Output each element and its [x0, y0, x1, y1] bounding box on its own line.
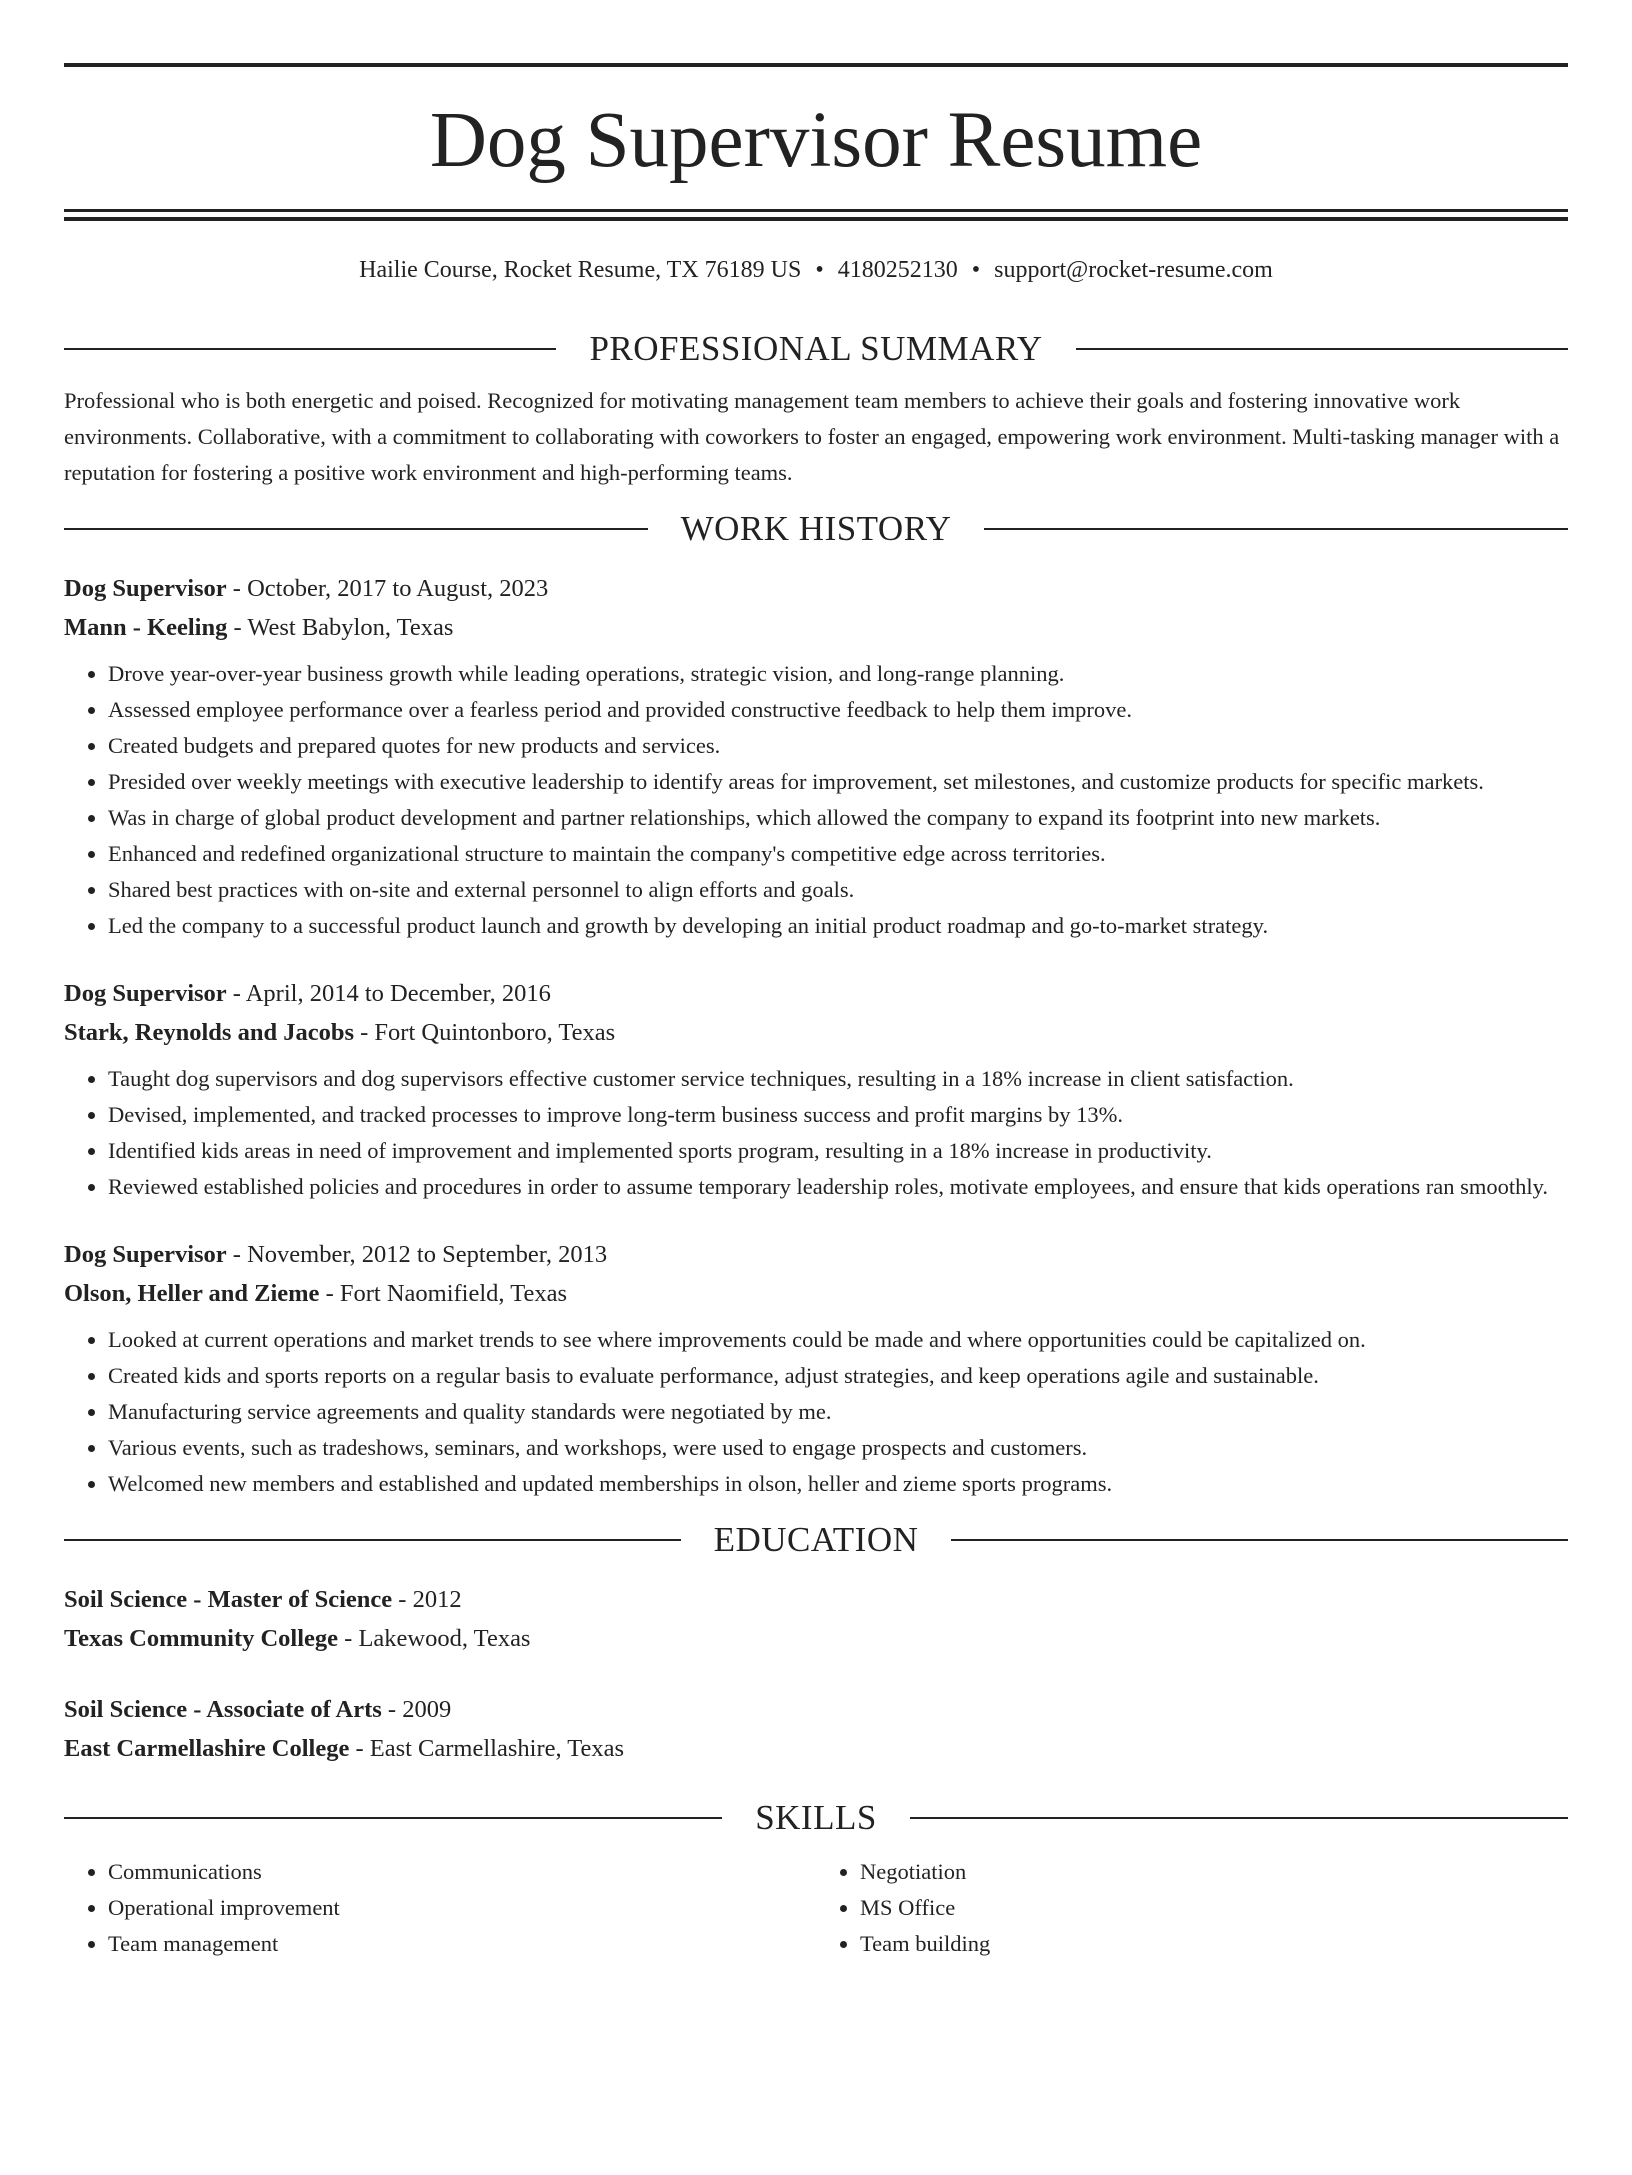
job-bullet: • Created budgets and prepared quotes for new products and services.: [108, 728, 1568, 764]
education-entry: [64, 1690, 1568, 1768]
dash: -: [381, 1696, 403, 1723]
summary-heading: PROFESSIONAL SUMMARY: [589, 329, 1043, 368]
resume-page: [0, 63, 1632, 2175]
job-bullet: • Enhanced and redefined organizational structure to maintain the company's competitive edge across territories.: [108, 836, 1568, 872]
job-entry: [64, 974, 1568, 1205]
header-double-rule-lower: [64, 217, 1568, 221]
education-school: East Carmellashire College: [64, 1735, 350, 1762]
job-bullet: • Assessed employee performance over a fearless period and provided constructive feedback to help them improve.: [108, 692, 1568, 728]
job-company-line: [64, 1274, 1568, 1313]
skills-heading: SKILLS: [755, 1798, 877, 1837]
education-list: [64, 1580, 1568, 1768]
job-bullet: • Shared best practices with on-site and external personnel to align efforts and goals.: [108, 872, 1568, 908]
job-title-line: [64, 569, 1568, 608]
job-location: West Babylon, Texas: [247, 614, 454, 641]
job-bullet-list: [64, 656, 1568, 944]
section-rule-right: [1076, 348, 1568, 350]
summary-text: Professional who is both energetic and poised. Recognized for motivating management team members to achieve their goals and fostering innovative work environments. Collaborative, with a commitment to collaborating with coworkers to foster an engaged, empowering work environment. Multi-tasking manager with a reputation for fostering a positive work environment and high-performing teams.: [64, 388, 1560, 485]
job-bullet: • Was in charge of global product development and partner relationships, which allowed the company to expand its footprint into new markets.: [108, 800, 1568, 836]
work-history-section-header: [64, 509, 1568, 549]
resume-title: Dog Supervisor Resume: [429, 97, 1203, 184]
job-bullet-list: [64, 1322, 1568, 1502]
education-location: Lakewood, Texas: [358, 1625, 531, 1652]
contact-email: support@rocket-resume.com: [994, 257, 1273, 283]
dash: -: [349, 1735, 370, 1762]
job-company: Olson, Heller and Zieme: [64, 1280, 320, 1307]
job-company-line: [64, 1013, 1568, 1052]
dash: -: [319, 1280, 340, 1307]
job-company-line: [64, 608, 1568, 647]
job-dates: October, 2017 to August, 2023: [247, 575, 549, 602]
job-dates: November, 2012 to September, 2013: [247, 1241, 608, 1268]
header-top-rule: [64, 63, 1568, 67]
dash: -: [226, 1241, 248, 1268]
education-entry: [64, 1580, 1568, 1658]
skill-item: • Team management: [108, 1926, 816, 1962]
job-location: Fort Naomifield, Texas: [339, 1280, 567, 1307]
job-bullet: • Created kids and sports reports on a regular basis to evaluate performance, adjust strategies, and keep operations agile and sustainable.: [108, 1358, 1568, 1394]
section-rule-left: [64, 1817, 722, 1819]
job-bullet: • Presided over weekly meetings with executive leadership to identify areas for improvement, set milestones, and customize products for specific markets.: [108, 764, 1568, 800]
job-entry: [64, 1235, 1568, 1502]
job-bullet: • Devised, implemented, and tracked processes to improve long-term business success and profit margins by 13%.: [108, 1097, 1568, 1133]
contact-phone: 4180252130: [837, 257, 958, 283]
education-school-line: [64, 1729, 1568, 1768]
contact-separator: •: [971, 257, 981, 283]
job-bullet: • Looked at current operations and market trends to see where improvements could be made and where opportunities could be capitalized on.: [108, 1322, 1568, 1358]
skills-list-right: [816, 1854, 1568, 1962]
skill-item: • Communications: [108, 1854, 816, 1890]
skill-item: • Operational improvement: [108, 1890, 816, 1926]
job-location: Fort Quintonboro, Texas: [374, 1019, 616, 1046]
job-company: Stark, Reynolds and Jacobs: [64, 1019, 354, 1046]
section-rule-right: [951, 1539, 1568, 1541]
job-bullet: • Led the company to a successful product launch and growth by developing an initial product roadmap and go-to-market strategy.: [108, 908, 1568, 944]
job-title: Dog Supervisor: [64, 575, 227, 602]
skill-item: • Negotiation: [860, 1854, 1568, 1890]
job-bullet: • Welcomed new members and established and updated memberships in olson, heller and zieme sports programs.: [108, 1466, 1568, 1502]
contact-address: Hailie Course, Rocket Resume, TX 76189 US: [359, 257, 802, 283]
job-entry: [64, 569, 1568, 944]
dash: -: [392, 1586, 413, 1613]
dash: -: [353, 1019, 375, 1046]
work-history-list: [64, 569, 1568, 1502]
job-title-line: [64, 974, 1568, 1013]
contact-line: [64, 255, 1568, 285]
skills-section-header: [64, 1798, 1568, 1838]
skills-list-left: [64, 1854, 816, 1962]
work-history-heading: WORK HISTORY: [680, 509, 952, 548]
skill-item: • Team building: [860, 1926, 1568, 1962]
education-degree: Soil Science - Associate of Arts: [64, 1696, 382, 1723]
skills-columns: [64, 1854, 1568, 1962]
education-heading: EDUCATION: [713, 1520, 919, 1559]
summary-section-header: [64, 329, 1568, 369]
education-degree: Soil Science - Master of Science: [64, 1586, 393, 1613]
header-double-rule-upper: [64, 209, 1568, 212]
dash: -: [227, 614, 248, 641]
section-rule-left: [64, 348, 556, 350]
education-year: 2012: [412, 1586, 462, 1613]
job-bullet: • Manufacturing service agreements and quality standards were negotiated by me.: [108, 1394, 1568, 1430]
section-rule-left: [64, 1539, 681, 1541]
dash: -: [226, 980, 246, 1007]
job-title: Dog Supervisor: [64, 980, 227, 1007]
section-rule-left: [64, 528, 648, 530]
section-rule-right: [984, 528, 1568, 530]
contact-separator: •: [815, 257, 824, 283]
job-bullet: • Identified kids areas in need of improvement and implemented sports program, resulting in a 18% increase in productivity.: [108, 1133, 1568, 1169]
job-bullet: • Various events, such as tradeshows, seminars, and workshops, were used to engage prospects and customers.: [108, 1430, 1568, 1466]
job-bullet-list: [64, 1061, 1568, 1205]
job-title-line: [64, 1235, 1568, 1274]
education-school: Texas Community College: [64, 1625, 339, 1652]
education-year: 2009: [402, 1696, 452, 1723]
job-title: Dog Supervisor: [64, 1241, 227, 1268]
dash: -: [338, 1625, 359, 1652]
job-bullet: • Taught dog supervisors and dog supervisors effective customer service techniques, resulting in a 18% increase in client satisfaction.: [108, 1061, 1568, 1097]
dash: -: [226, 575, 248, 602]
education-school-line: [64, 1619, 1568, 1658]
job-company: Mann - Keeling: [64, 614, 228, 641]
education-section-header: [64, 1520, 1568, 1560]
education-location: East Carmellashire, Texas: [369, 1735, 625, 1762]
job-bullet: • Drove year-over-year business growth while leading operations, strategic vision, and long-range planning.: [108, 656, 1568, 692]
job-dates: April, 2014 to December, 2016: [245, 980, 551, 1007]
skill-item: • MS Office: [860, 1890, 1568, 1926]
education-degree-line: [64, 1690, 1568, 1729]
section-rule-right: [910, 1817, 1568, 1819]
job-bullet: • Reviewed established policies and procedures in order to assume temporary leadership roles, motivate employees, and ensure that kids operations ran smoothly.: [108, 1169, 1568, 1205]
education-degree-line: [64, 1580, 1568, 1619]
